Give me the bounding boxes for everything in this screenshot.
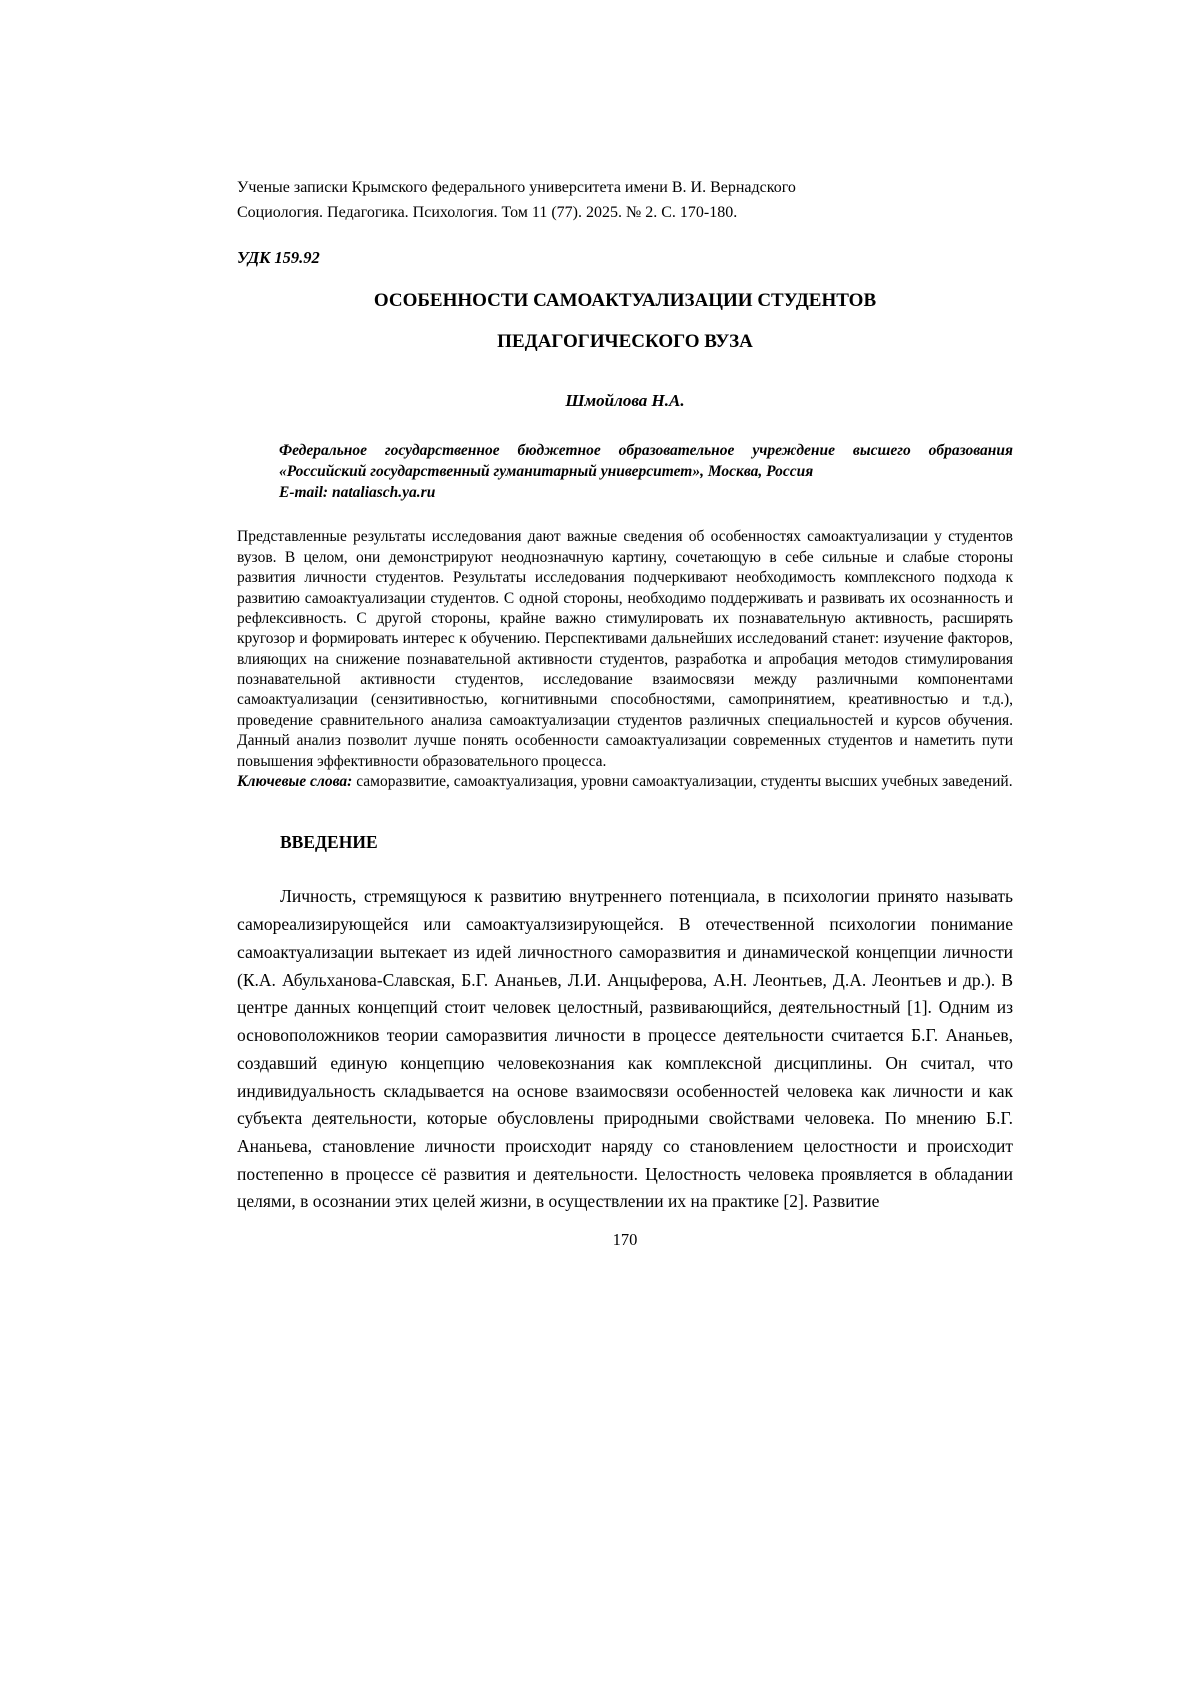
article-title-line1: ОСОБЕННОСТИ САМОАКТУАЛИЗАЦИИ СТУДЕНТОВ: [373, 289, 877, 311]
udc-code: УДК 159.92: [237, 247, 320, 267]
journal-name-line: Ученые записки Крымского федерального университета имени В. И. Вернадского: [237, 179, 796, 196]
author-name: Шмойлова Н.А.: [565, 391, 685, 411]
affiliation-text: Федеральное государственное бюджетное образовательное учреждение высшего образования «Российский государственный гуманитарный университет», Москва, Россия: [279, 442, 1013, 480]
journal-header: [237, 176, 1013, 226]
article-title-line2: ПЕДАГОГИЧЕСКОГО ВУЗА: [497, 331, 753, 353]
keywords-paragraph: [237, 772, 1013, 792]
content-column: [237, 0, 1013, 1250]
affiliation-block: [279, 441, 1013, 503]
section-heading-introduction: ВВЕДЕНИЕ: [280, 832, 378, 853]
article-title: [237, 280, 1013, 364]
page-number: 170: [612, 1230, 638, 1250]
introduction-paragraph: Личность, стремящуюся к развитию внутреннего потенциала, в психологии принято называть самореализирующейся или самоактуалзизирующейся. В отечественной психологии понимание самоактуализации вытекает из идей личностного саморазвития и динамической концепции личности (К.А. Абульханова-Славская, Б.Г. Ананьев, Л.И. Анцыферова, А.Н. Леонтьев, Д.А. Леонтьев и др.). В центре данных концепций стоит человек целостный, развивающийся, деятельностный [1]. Одним из основоположников теории саморазвития личности в процессе деятельности считается Б.Г. Ананьев, создавший единую концепцию человекознания как комплексной дисциплины. Он считал, что индивидуальность складывается на основе взаимосвязи особенностей человека как личности и как субъекта деятельности, которые обусловлены природными свойствами человека. По мнению Б.Г. Ананьева, становление личности происходит наряду со становлением целостности и происходит постепенно в процессе сё развития и деятельности. Целостность человека проявляется в обладании целями, в осознании этих целей жизни, в осуществлении их на практике [2]. Развитие: [237, 886, 1013, 1212]
journal-issue-line: Социология. Педагогика. Психология. Том 11 (77). 2025. № 2. С. 170-180.: [237, 203, 738, 221]
keywords-label: Ключевые слова:: [237, 772, 353, 790]
author-email: E-mail: nataliasch.ya.ru: [279, 483, 436, 501]
keywords-text: саморазвитие, самоактуализация, уровни самоактуализации, студенты высших учебных заведений.: [352, 772, 1013, 790]
abstract-paragraph: Представленные результаты исследования дают важные сведения об особенностях самоактуализации у студентов вузов. В целом, они демонстрируют неоднозначную картину, сочетающую в себе сильные и слабые стороны развития личности студентов. Результаты исследования подчеркивают необходимость комплексного подхода к развитию самоактуализации студентов. С одной стороны, необходимо поддерживать и развивать их осознанность и рефлексивность. С другой стороны, крайне важно стимулировать их познавательную активность, расширять кругозор и формировать интерес к обучению. Перспективами дальнейших исследований станет: изучение факторов, влияющих на снижение познавательной активности студентов, разработка и апробация методов стимулирования познавательной активности студентов, исследование взаимосвязи между различными компонентами самоактуализации (сензитивностью, когнитивными способностями, самопринятием, креативностью и т.д.), проведение сравнительного анализа самоактуализации студентов различных специальностей и курсов обучения. Данный анализ позволит лучше понять особенности самоактуализации современных студентов и наметить пути повышения эффективности образовательного процесса.: [237, 528, 1013, 770]
